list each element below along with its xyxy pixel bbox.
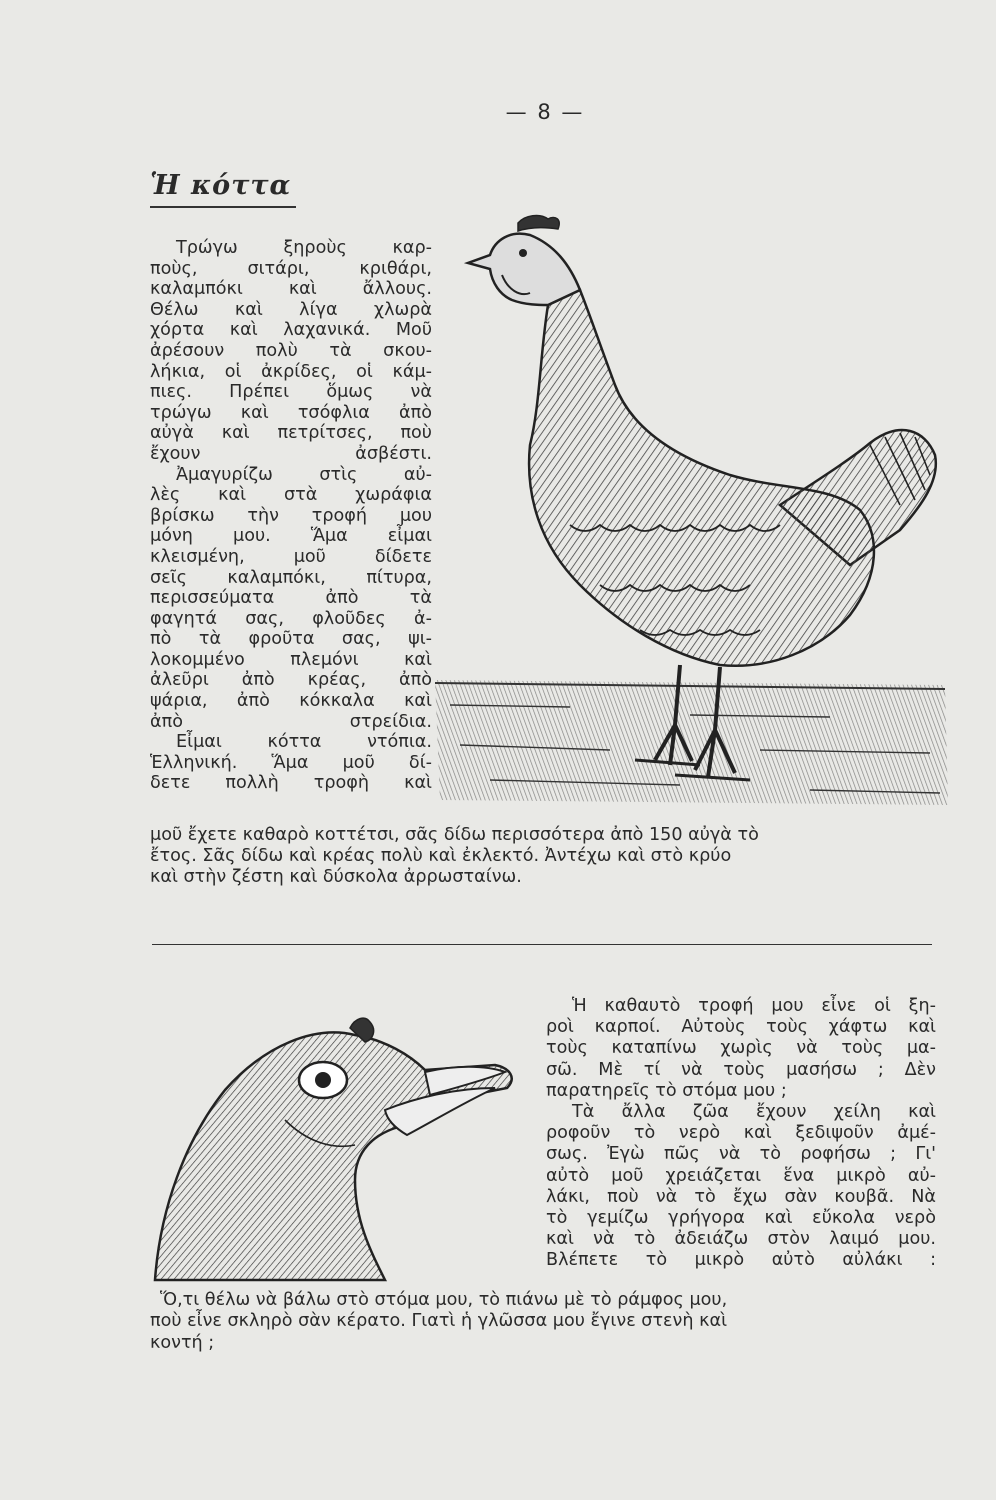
text-line: αὐγὰ καὶ πετρίτσες, ποὺ: [150, 423, 432, 444]
text-line: κοντή ;: [150, 1332, 215, 1353]
page-title: Ἡ κόττα: [150, 170, 292, 201]
text-line: αὐτὸ μοῦ χρειάζεται ἕνα μικρὸ αὐ-: [546, 1165, 936, 1186]
text-line: ἀρέσουν πολὺ τὰ σκου-: [150, 340, 432, 361]
text-line: ροφοῦν τὸ νερὸ καὶ ξεδιψοῦν ἀμέ-: [546, 1123, 936, 1144]
paragraph-hen-eggs: [150, 825, 935, 888]
section-divider: [152, 944, 932, 945]
text-line: ἔτος. Σᾶς δίδω καὶ κρέας πολὺ καὶ ἐκλεκτό. Ἀντέχω καὶ στὸ κρύο: [150, 846, 732, 866]
text-line: καὶ στὴν ζέστη καὶ δύσκολα ἀρρωσταίνω.: [150, 867, 522, 887]
text-line: Τρώγω ξηροὺς καρ-: [176, 238, 432, 258]
text-line: φαγητά σας, φλοῦδες ἀ-: [150, 608, 432, 629]
paragraph-hen-diet: [150, 238, 432, 794]
text-line: Ὅ,τι θέλω νὰ βάλω στὸ στόμα μου, τὸ πιάνω μὲ τὸ ράμφος μου,: [160, 1290, 728, 1310]
text-line: τὸ γεμίζω γρήγορα καὶ εὔκολα νερὸ: [546, 1208, 936, 1229]
text-line: ἀλεῦρι ἀπὸ κρέας, ἀπὸ: [150, 670, 432, 691]
text-line: Τὰ ἄλλα ζῶα ἔχουν χείλη καὶ: [572, 1102, 936, 1123]
text-line: Ἑλληνική. Ἅμα μοῦ δί-: [150, 752, 432, 773]
text-line: Ἀμαγυρίζω στὶς αὐ-: [176, 464, 432, 485]
page-number: — 8 —: [505, 100, 585, 124]
text-line: Ἡ καθαυτὸ τροφή μου εἶνε οἱ ξη-: [572, 996, 936, 1016]
text-line: βρίσκω τὴν τροφή μου: [150, 505, 432, 526]
text-line: παρατηρεῖς τὸ στόμα μου ;: [546, 1080, 787, 1101]
text-line: τρώγω καὶ τσόφλια ἀπὸ: [150, 402, 432, 423]
text-line: Θέλω καὶ λίγα χλωρὰ: [150, 299, 432, 320]
text-line: μόνη μου. Ἅμα εἶμαι: [150, 526, 432, 547]
text-line: πιες. Πρέπει ὅμως νὰ: [150, 382, 432, 403]
text-line: μοῦ ἔχετε καθαρὸ κοττέτσι, σᾶς δίδω περισσότερα ἀπὸ 150 αὐγὰ τὸ: [150, 825, 759, 845]
text-line: ροὶ καρποί. Αὐτοὺς τοὺς χάφτω καὶ: [546, 1017, 936, 1038]
text-line: περισσεύματα ἀπὸ τὰ: [150, 588, 432, 609]
text-line: δετε πολλὴ τροφὴ καὶ: [150, 773, 432, 794]
text-line: Εἶμαι κόττα ντόπια.: [176, 732, 432, 753]
text-line: τοὺς καταπίνω χωρὶς νὰ τοὺς μα-: [546, 1038, 936, 1059]
ground-hatching: [435, 680, 948, 805]
text-line: κλεισμένη, μοῦ δίδετε: [150, 546, 432, 567]
title-underline: [150, 206, 296, 208]
text-line: ψάρια, ἀπὸ κόκκαλα καὶ: [150, 691, 432, 712]
text-line: σως. Ἐγὼ πῶς νὰ τὸ ροφήσω ; Γι': [546, 1144, 936, 1165]
text-line: καὶ νὰ τὸ ἀδειάζω στὸν λαιμό μου.: [546, 1229, 936, 1250]
hen-illustration: [430, 205, 950, 810]
text-line: λάκι, ποὺ νὰ τὸ ἔχω σὰν κουβᾶ. Νὰ: [546, 1186, 936, 1207]
paragraph-beak-continued: [150, 1290, 935, 1354]
text-line: πὸ τὰ φροῦτα σας, ψι-: [150, 629, 432, 650]
text-line: Βλέπετε τὸ μικρὸ αὐτὸ αὐλάκι :: [546, 1250, 936, 1271]
text-line: ἔχουν ἀσβέστι.: [150, 443, 432, 464]
paragraph-beak: [546, 996, 936, 1272]
text-line: καλαμπόκι καὶ ἄλλους.: [150, 279, 432, 300]
hen-head-illustration: [145, 1010, 520, 1285]
text-line: σῶ. Μὲ τί νὰ τοὺς μασήσω ; Δὲν: [546, 1059, 936, 1080]
text-line: λήκια, οἱ ἀκρίδες, οἱ κάμ-: [150, 361, 432, 382]
text-line: λοκομμένο πλεμόνι καὶ: [150, 649, 432, 670]
text-line: χόρτα καὶ λαχανικά. Μοῦ: [150, 320, 432, 341]
text-line: ἀπὸ στρείδια.: [150, 711, 432, 732]
text-line: ποὺ εἶνε σκληρὸ σὰν κέρατο. Γιατὶ ἡ γλῶσσα μου ἔγινε στενὴ καὶ: [150, 1311, 728, 1332]
text-line: σεῖς καλαμπόκι, πίτυρα,: [150, 567, 432, 588]
text-line: ποὺς, σιτάρι, κριθάρι,: [150, 258, 432, 279]
text-line: λὲς καὶ στὰ χωράφια: [150, 485, 432, 506]
